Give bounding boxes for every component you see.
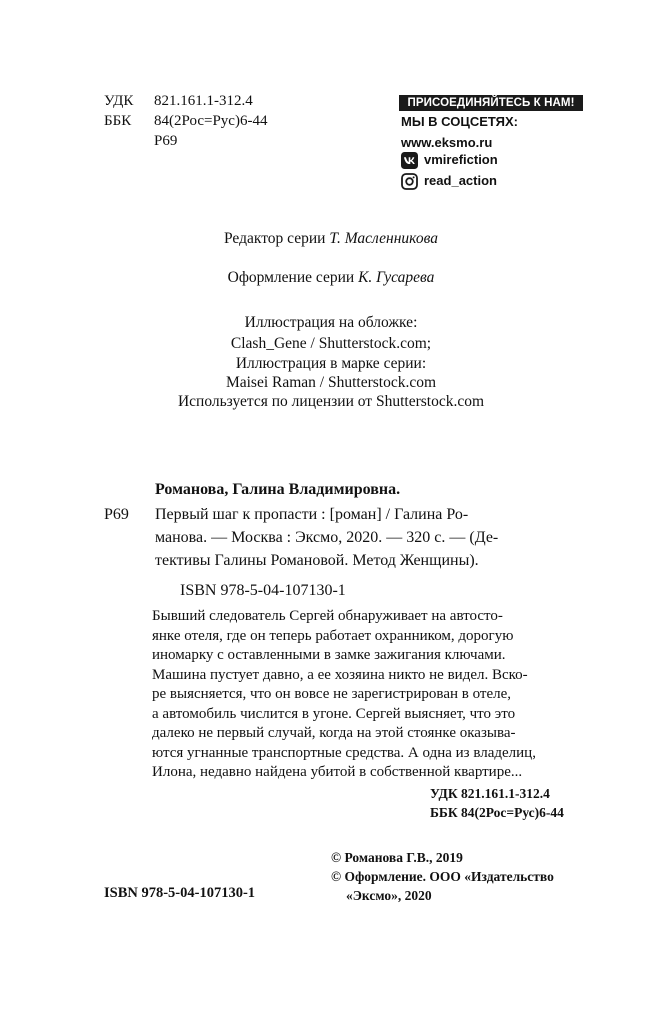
editor-label: Редактор серии	[224, 230, 326, 247]
vk-logo-icon	[401, 152, 418, 169]
instagram-handle-link[interactable]: read_action	[424, 173, 497, 188]
annotation-line: Машина пустует давно, а ее хозяина никто не видел. Вско-	[152, 667, 528, 683]
catalog-description-line: манова. — Москва : Эксмо, 2020. — 320 с. — (Де-	[155, 529, 499, 546]
annotation-line: янке отеля, где он теперь работает охранником, дорогую	[152, 628, 514, 644]
annotation-line: Бывший следователь Сергей обнаруживает на автосто-	[152, 608, 503, 624]
series-illustration-source: Maisei Raman / Shutterstock.com	[225, 374, 437, 391]
footer-udk: УДК 821.161.1-312.4	[430, 786, 550, 801]
series-illustration-label: Иллюстрация в марке серии:	[235, 355, 427, 372]
copyright-author: © Романова Г.В., 2019	[331, 850, 463, 865]
udk-label: УДК	[104, 93, 134, 109]
annotation-line: Илона, недавно найдена убитой в собственной квартире...	[152, 764, 523, 780]
join-us-banner: ПРИСОЕДИНЯЙТЕСЬ К НАМ!	[399, 95, 583, 111]
annotation-line: ются угнанные транспортные средства. А одна из владелиц,	[152, 745, 536, 761]
bbk-label: ББК	[104, 113, 132, 129]
design-name: К. Гусарева	[358, 269, 435, 286]
footer-bbk: ББК 84(2Рос=Рус)6-44	[430, 805, 564, 820]
cover-illustration-label: Иллюстрация на обложке:	[244, 314, 418, 331]
bottom-isbn: ISBN 978-5-04-107130-1	[104, 885, 256, 901]
license-note: Используется по лицензии от Shutterstock.com	[177, 393, 485, 410]
annotation-line: а автомобиль числится в угоне. Сергей выясняет, что это	[152, 706, 516, 722]
series-design-credit	[0, 267, 662, 289]
copyright-design: © Оформление. ООО «Издательство	[331, 869, 554, 884]
website-link[interactable]: www.eksmo.ru	[401, 135, 493, 150]
catalog-author: Романова, Галина Владимировна.	[155, 481, 401, 498]
cover-illustration-source: Clash_Gene / Shutterstock.com;	[230, 335, 432, 352]
bbk-value: 84(2Рос=Рус)6-44	[154, 113, 268, 129]
vk-handle-link[interactable]: vmirefiction	[424, 152, 498, 167]
annotation-line: далеко не первый случай, когда на этой стоянке оказыва-	[152, 725, 516, 741]
social-heading: МЫ В СОЦСЕТЯХ:	[401, 114, 519, 129]
editor-name: Т. Масленникова	[329, 230, 438, 247]
catalog-code: Р69	[104, 506, 129, 523]
catalog-description-line: Первый шаг к пропасти : [роман] / Галина Ро-	[155, 506, 469, 523]
design-label: Оформление серии	[227, 269, 355, 286]
catalog-isbn: ISBN 978-5-04-107130-1	[180, 582, 346, 599]
copyright-design-cont: «Эксмо», 2020	[346, 888, 432, 903]
annotation-line: ре выясняется, что он вовсе не зарегистрирован в отеле,	[152, 686, 511, 702]
instagram-icon	[401, 173, 418, 190]
annotation-line: иномарку с оставленными в замке зажигания ключами.	[152, 647, 506, 663]
udk-row	[104, 91, 253, 111]
catalog-description-line: тективы Галины Романовой. Метод Женщины).	[155, 552, 479, 569]
series-editor-credit	[0, 228, 662, 250]
author-code: Р69	[154, 133, 178, 149]
bbk-row	[104, 111, 267, 131]
udk-value: 821.161.1-312.4	[154, 93, 253, 109]
